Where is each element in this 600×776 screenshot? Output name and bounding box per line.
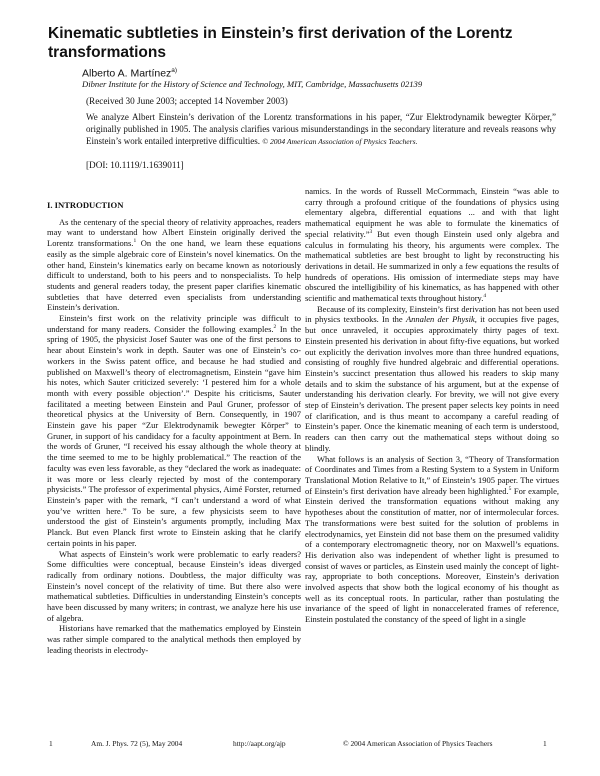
paragraph-text: For example, Einstein derived the transformation equations without making any hypotheses about the constitution of matter, nor of intermolecular forces. The transformations were best suited for the solution of problems in electrodynamics, yet Einstein did not base them on the presumed validity of a contemporary electromagnetic theory, nor on Maxwell’s equations. His derivation also was independent of whether light is presumed to consist of waves or particles, as Einstein used mainly the concept of light-ray, appropriate to both conceptions. Moreover, Einstein’s derivation involved aspects that show both the logical economy of his thought as well as its conceptual roots. In particular, rather than postulating the invariance of the speed of light in nonaccelerated frames of reference, Einstein postulated the constancy of the speed of light in a single <box>305 485 559 625</box>
author-name <box>82 65 177 80</box>
paragraph: What aspects of Einstein’s work were problematic to early readers? Some difficulties were conceptual, because Einstein’s ideas diverged radically from ordinary notions. Doubtless, the major difficulty was Einstein’s novel concept of the relativity of time. But there also were mathematical subtleties. Difficulties in understanding Einstein’s concepts have been discussed by many writers; in contrast, we analyze here his use of algebra. <box>47 548 301 623</box>
paragraph-text: In the spring of 1905, the physicist Josef Sauter was one of the first persons to hear about Einstein’s work in depth. Sauter was one of Einstein’s co-workers in the Swiss patent office, and because he had studied and published on Maxwell’s theory of electromagnetism, Einstein “gave him his notes, which Sauter criticized severely: ‘I pestered him for a whole month with every possible objection’.” Despite his criticisms, Sauter facilitated a meeting between Einstein and Paul Gruner, professor of theoretical physics at the University of Bern. Consequently, in 1907 Einstein gave his paper “Zur Elektrodynamik bewegter Körper” to Gruner, in support of his candidacy for a faculty appointment at Bern. In the words of Gruner, “I received his essay although the whole theory at the time seemed to me to be highly problematical.” The reaction of the faculty was even less favorable, as they “declared the work as inadequate: it was more or less clearly rejected by most of the contemporary physicists.” The professor of experimental physics, Aimé Forster, returned Einstein’s paper with the remark, “I can’t understand a word of what you’ve written here.” To be sure, a few physicists seem to have understood the gist of Einstein’s arguments promptly, including Max Planck. But even Planck first wrote to Einstein asking that he clarify certain points in his paper. <box>47 323 302 548</box>
author-footnote-mark: a) <box>171 67 178 74</box>
author-name-text: Alberto A. Martínez <box>82 67 172 80</box>
paragraph-text: But even though Einstein used only algebra and calculus in formulating his theory, his arguments were complex. The mathematical subtleties are best brought to light by reconstructing his derivations in detail. He summarized in only a few equations the results of hundreds of operations. His omission of intermediate steps may have obscured the intelligibility of his kinematics, as has happened with other scientific and mathematical texts throughout history. <box>305 228 559 304</box>
paragraph: Historians have remarked that the mathematics employed by Einstein was rather simple compared to the analytical methods then employed by leading theorists in electrody- <box>47 623 301 655</box>
received-dates: (Received 30 June 2003; accepted 14 November 2003) <box>86 96 288 106</box>
paragraph-text: What follows is an analysis of Section 3, “Theory of Transformation of Coordinates and Times from a Resting System to a System in Uniform Translational Motion Relative to It,” of Einstein’s 1905 paper. The virtues of Einstein’s first derivation have already been highlighted. <box>305 453 559 496</box>
author-affiliation: Dibner Institute for the History of Science and Technology, MIT, Cambridge, Massachusetts 02139 <box>82 79 423 89</box>
paragraph <box>47 313 301 548</box>
abstract <box>86 112 556 147</box>
reference-mark: 3 <box>369 228 373 235</box>
footer-copyright: © 2004 American Association of Physics Teachers <box>343 739 493 748</box>
right-column <box>305 186 559 625</box>
footer-url[interactable]: http://aapt.org/ajp <box>233 739 286 748</box>
doi-line: [DOI: 10.1119/1.1639011] <box>86 160 184 170</box>
footer-page-number-right: 1 <box>543 739 547 748</box>
paragraph-text: On the one hand, we learn these equations easily as the simple algebraic core of Einstein’s novel kinematics. On the other hand, Einstein’s kinematics early on became known as notoriously difficult to understand, both to his peers and to nonspecialists. To help students and general readers today, the present paper clarifies kinematic subtleties that have deterred even specialists from understanding Einstein’s derivation. <box>47 238 302 313</box>
section-heading: I. INTRODUCTION <box>47 200 124 210</box>
page-footer <box>47 738 555 750</box>
article-title: Kinematic subtleties in Einstein’s first derivation of the Lorentz transformations <box>48 25 513 61</box>
reference-mark: 5 <box>508 485 512 492</box>
footer-page-number-left: 1 <box>49 739 53 748</box>
footer-journal: Am. J. Phys. 72 (5), May 2004 <box>91 739 183 748</box>
paragraph-text: Because of its complexity, Einstein’s first derivation has not been used in physics textbooks. In the <box>305 303 559 325</box>
journal-name: Annalen der Physik <box>405 314 475 325</box>
paragraph <box>305 454 559 625</box>
paragraph-text: As the centenary of the special theory of relativity approaches, readers may want to understand how Albert Einstein originally derived the Lorentz transformations. <box>47 216 301 249</box>
paragraph-text: Einstein’s first work on the relativity principle was difficult to understand for many readers. Consider the following examples. <box>47 313 301 334</box>
paragraph-text: namics. In the words of Russell McCormmach, Einstein “was able to carry through a profound critique of the foundations of physics using elementary algebra, differential equations ... and with that light mathematical equipment he was able to formulate the kinematics of special relativity.” <box>305 186 559 239</box>
paragraph-text: , it occupies five pages, but once unraveled, it occupies approximately thirty pages of text. Einstein presented his derivation in about fifty-five equations, but worked out explicitly the derivation involves more than three hundred equations, consisting of roughly five hundred algebraic and differential operations. Einstein’s succinct presentation thus allowed his readers to skip many details and to skim the substance of his argument, but at the expense of understanding his derivation clearly. For brevity, we will not give every step of Einstein’s derivation. The present paper selects key points in need of clarification, and is thus meant to accompany a careful reading of Einstein’s paper. Once the kinematic meaning of each term is understood, readers can then carry out the mathematical steps without doing so blindly. <box>305 314 559 453</box>
paragraph <box>305 304 559 454</box>
paragraph <box>47 217 301 313</box>
reference-mark: 4 <box>483 293 487 300</box>
paragraph <box>305 186 559 304</box>
reference-mark: 1 <box>133 238 137 245</box>
left-column <box>47 200 301 656</box>
abstract-copyright: © 2004 American Association of Physics Teachers. <box>262 136 418 146</box>
reference-mark: 2 <box>273 323 277 330</box>
abstract-text: We analyze Albert Einstein’s derivation of the Lorentz transformations in his paper, “Zur Elektrodynamik bewegter Körper,” originally published in 1905. The analysis clarifies various misunderstandings in the secondary literature and reveals reasons why Einstein’s work entailed interpretive difficulties. <box>86 112 556 146</box>
